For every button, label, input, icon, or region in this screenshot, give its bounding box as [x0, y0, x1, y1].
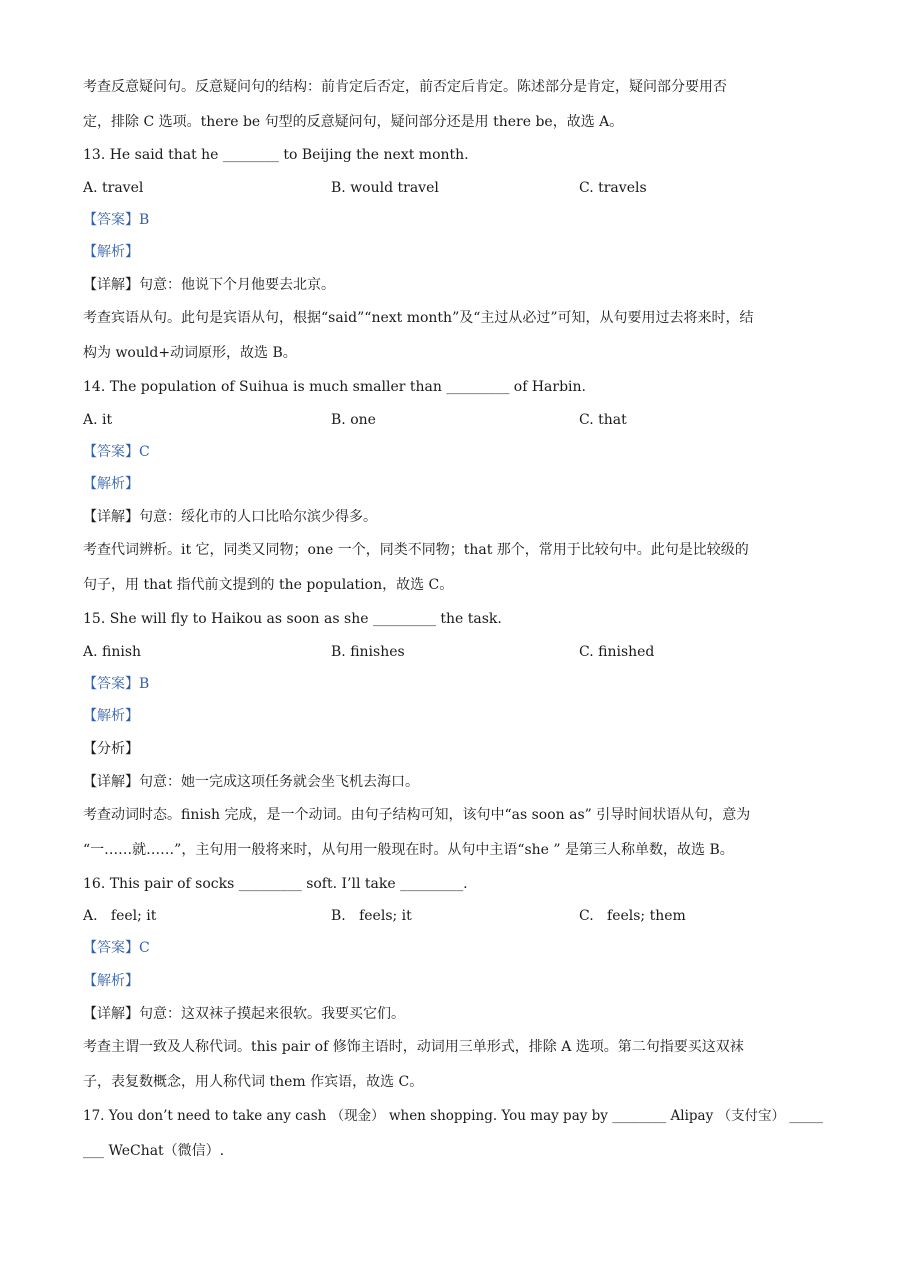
q14-option-a: A. it [83, 412, 113, 428]
q16-detail: 【详解】句意：这双袜子摸起来很软。我要买它们。 [83, 1006, 405, 1022]
intro-line-2: 定，排除 C 选项。there be 句型的反意疑问句，疑问部分还是用 there be，故选 A。 [83, 114, 624, 130]
question-13: 13. He said that he ________ to Beijing the next month. [83, 147, 469, 163]
q15-explain-2: “一……就……”，主句用一般将来时，从句用一般现在时。从句中主语“she ” 是第三人称单数，故选 B。 [83, 842, 734, 858]
q13-analysis-label: 【解析】 [83, 244, 139, 260]
question-14: 14. The population of Suihua is much smaller than _________ of Harbin. [83, 379, 586, 395]
q16-option-c: C. feels; them [579, 908, 686, 924]
q14-option-b: B. one [331, 412, 376, 428]
q13-option-c: C. travels [579, 180, 647, 196]
q16-option-b: B. feels; it [331, 908, 412, 924]
q13-option-b: B. would travel [331, 180, 439, 196]
q13-answer: 【答案】B [83, 212, 150, 228]
q16-analysis-label: 【解析】 [83, 973, 139, 989]
q13-explain-2: 构为 would+动词原形，故选 B。 [83, 345, 297, 361]
q13-detail: 【详解】句意：他说下个月他要去北京。 [83, 277, 335, 293]
q16-answer: 【答案】C [83, 940, 150, 956]
q13-option-a: A. travel [83, 180, 144, 196]
q16-option-a: A. feel; it [83, 908, 157, 924]
intro-line-1: 考查反意疑问句。反意疑问句的结构：前肯定后否定，前否定后肯定。陈述部分是肯定，疑问部分要用否 [83, 79, 727, 95]
q14-explain-2: 句子，用 that 指代前文提到的 the population，故选 C。 [83, 577, 454, 593]
question-15: 15. She will fly to Haikou as soon as she _________ the task. [83, 611, 502, 627]
q14-detail: 【详解】句意：绥化市的人口比哈尔滨少得多。 [83, 509, 377, 525]
q16-explain-2: 子，表复数概念，用人称代词 them 作宾语，故选 C。 [83, 1074, 424, 1090]
q15-option-c: C. finished [579, 644, 655, 660]
q15-detail: 【详解】句意：她一完成这项任务就会坐飞机去海口。 [83, 774, 419, 790]
question-16: 16. This pair of socks _________ soft. I’ll take _________. [83, 876, 468, 892]
q15-option-b: B. finishes [331, 644, 405, 660]
q15-explain-1: 考查动词时态。finish 完成，是一个动词。由句子结构可知，该句中“as soon as” 引导时间状语从句，意为 [83, 807, 751, 823]
q15-answer: 【答案】B [83, 676, 150, 692]
question-17-line-1: 17. You don’t need to take any cash （现金） when shopping. You may pay by ________ Alipay （支付宝） _____ [83, 1108, 824, 1124]
q14-analysis-label: 【解析】 [83, 476, 139, 492]
q16-explain-1: 考查主谓一致及人称代词。this pair of 修饰主语时，动词用三单形式，排除 A 选项。第二句指要买这双袜 [83, 1039, 744, 1055]
q14-explain-1: 考查代词辨析。it 它，同类又同物；one 一个，同类不同物；that 那个，常用于比较句中。此句是比较级的 [83, 542, 749, 558]
q14-option-c: C. that [579, 412, 627, 428]
question-17-line-2: ___ WeChat（微信）. [83, 1143, 225, 1159]
q13-explain-1: 考查宾语从句。此句是宾语从句，根据“said”“next month”及“主过从必过”可知，从句要用过去将来时，结 [83, 310, 754, 326]
q15-fenxi-label: 【分析】 [83, 741, 139, 757]
q15-analysis-label: 【解析】 [83, 708, 139, 724]
q15-option-a: A. finish [83, 644, 142, 660]
q14-answer: 【答案】C [83, 444, 150, 460]
